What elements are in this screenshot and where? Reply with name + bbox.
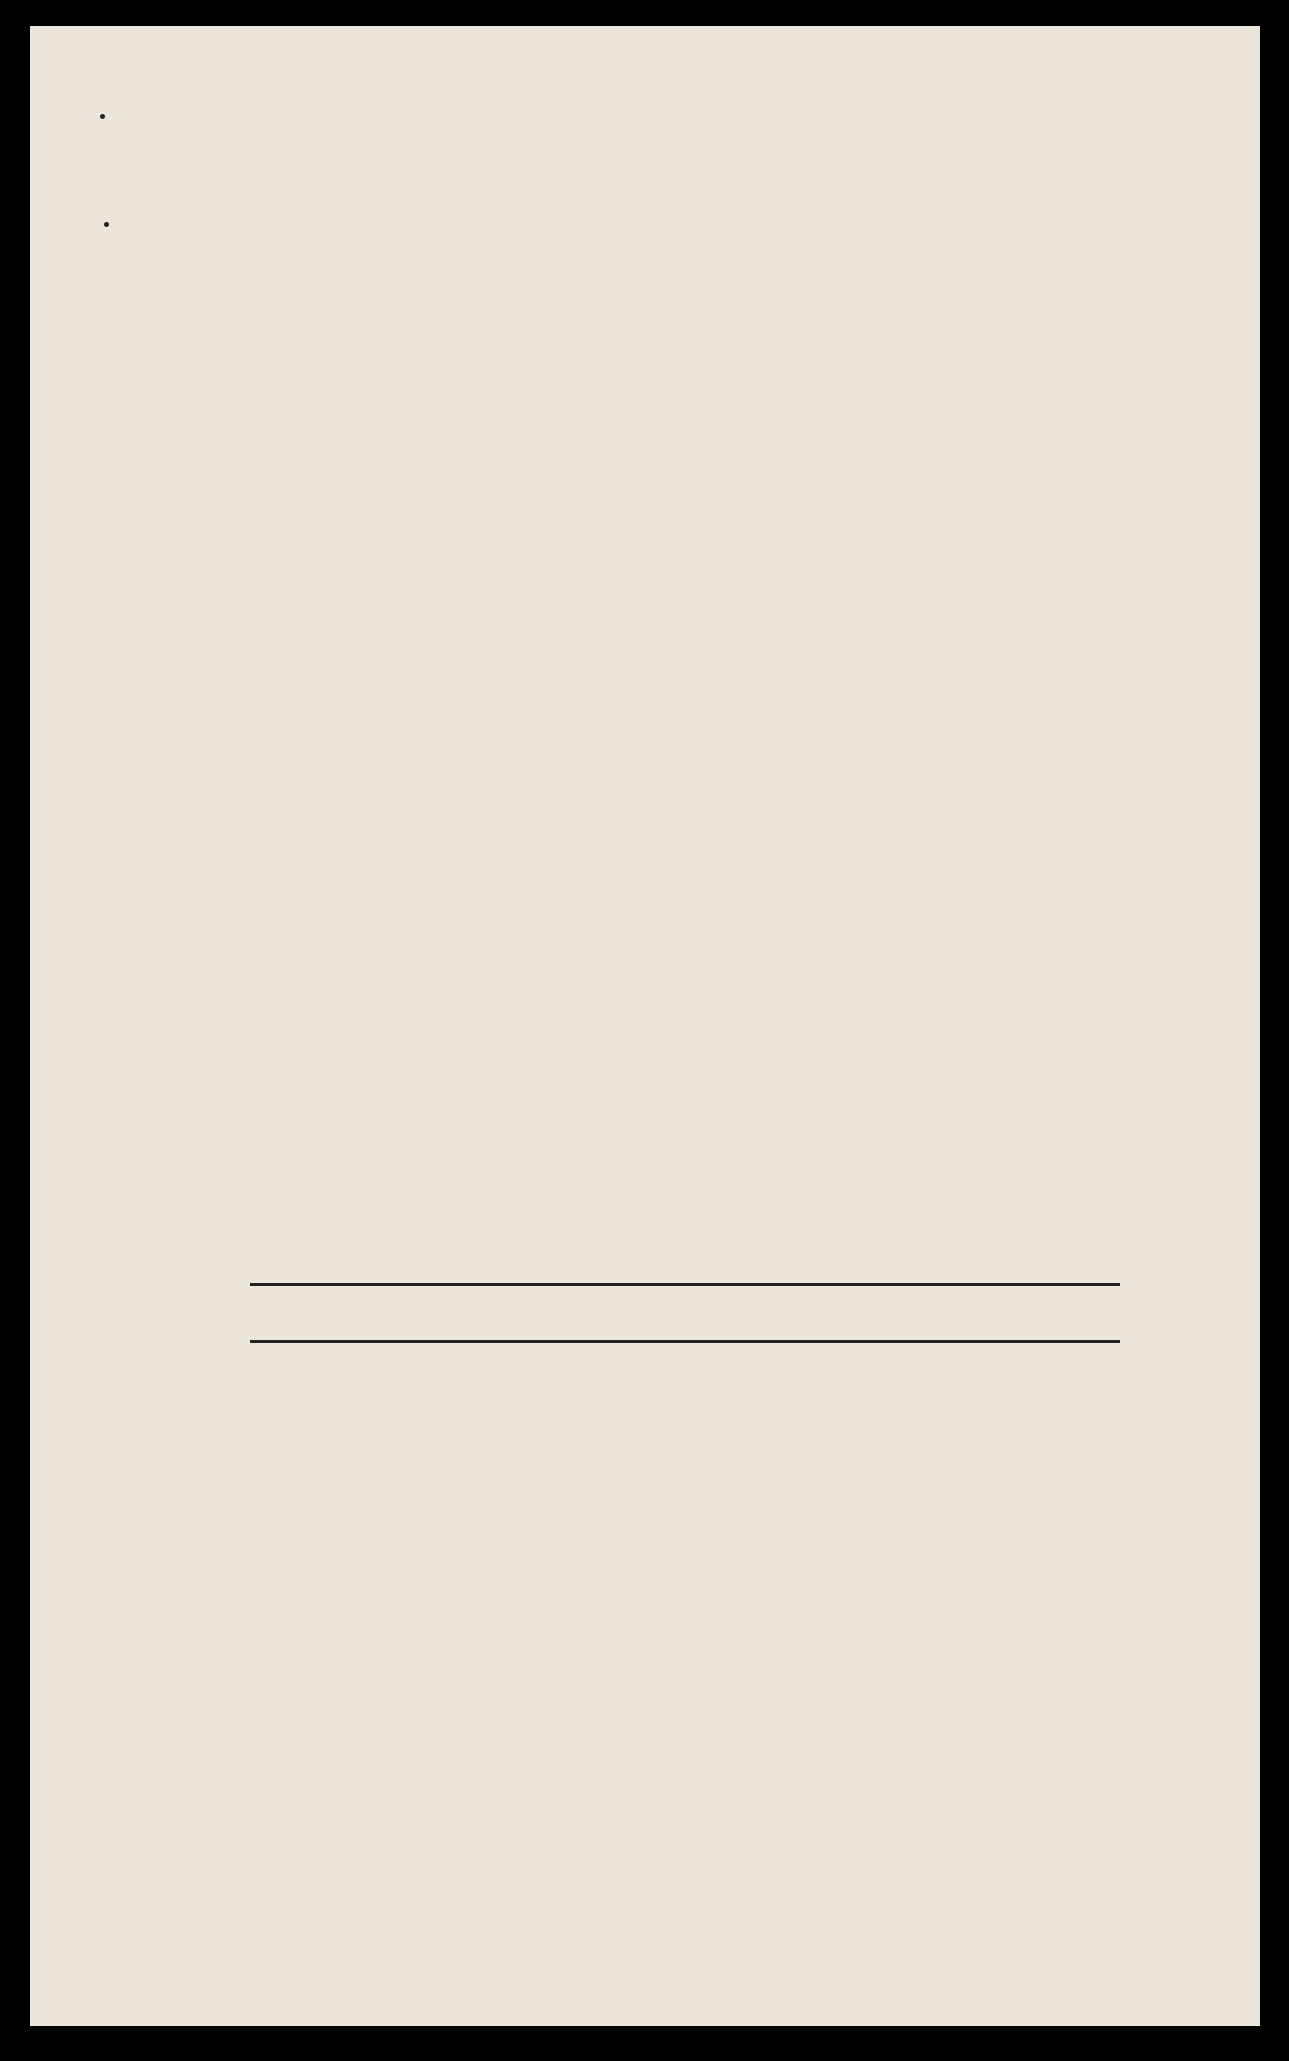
table-top-rule bbox=[250, 1283, 1120, 1286]
document-page bbox=[30, 26, 1260, 2026]
punch-hole-mark bbox=[104, 222, 109, 227]
table-header-rule bbox=[250, 1340, 1120, 1343]
punch-hole-mark bbox=[100, 114, 105, 119]
